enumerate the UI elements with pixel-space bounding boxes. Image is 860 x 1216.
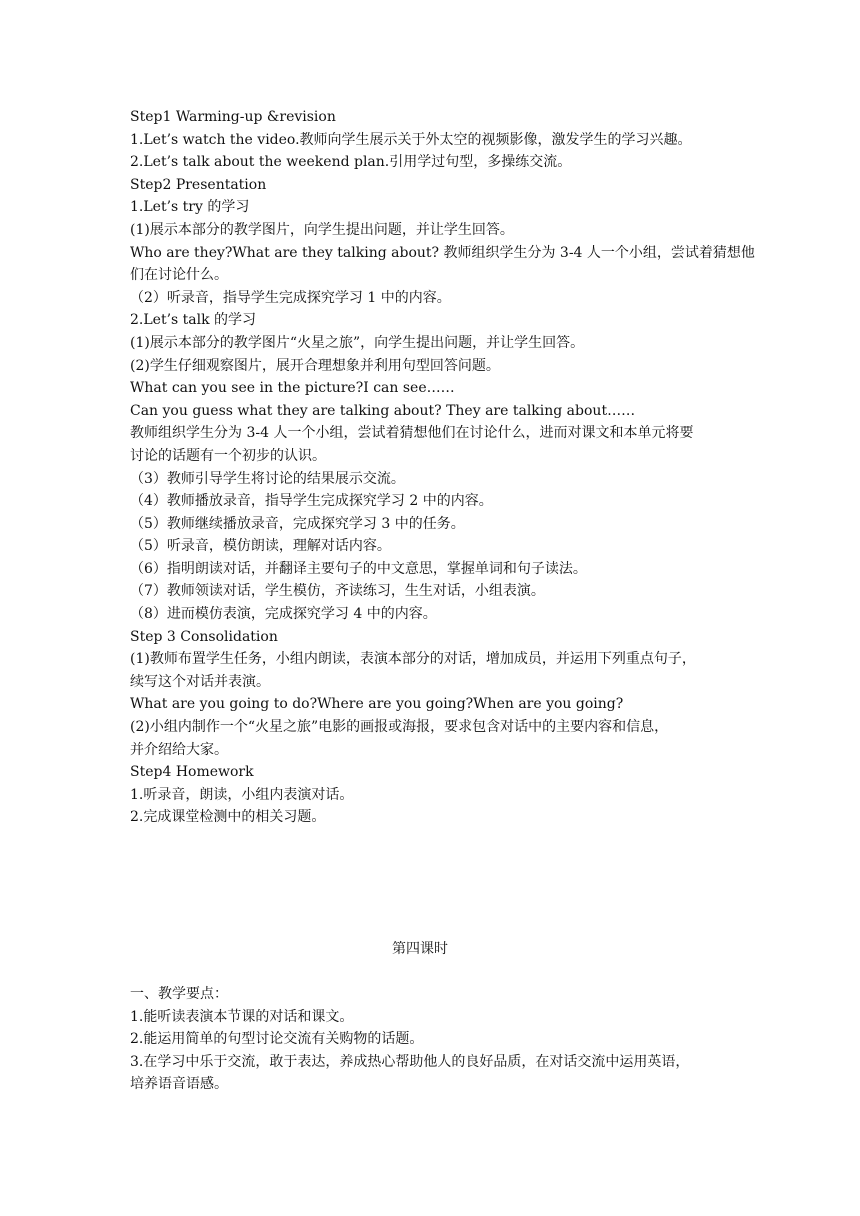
step1-heading: Step1 Warming-up &revision (130, 109, 336, 125)
step3-item-2-line-1: (2)小组内制作一个“火星之旅”电影的画报或海报，要求包含对话中的主要内容和信息， (130, 719, 669, 736)
teaching-points-heading: 一、教学要点： (130, 986, 228, 1002)
lets-try-item-3: （2）听录音，指导学生完成探究学习 1 中的内容。 (130, 289, 451, 306)
lets-talk-item-6: （6）指明朗读对话，并翻译主要句子的中文意思，掌握单词和句子读法。 (130, 560, 587, 577)
lets-talk-item-7: （7）教师领读对话，学生模仿，齐读练习，生生对话，小组表演。 (130, 583, 545, 600)
step1-item-1: 1.Let’s watch the video.教师向学生展示关于外太空的视频影像，激发学生的学习兴趣。 (130, 131, 692, 148)
homework-item-2: 2.完成课堂检测中的相关习题。 (130, 809, 326, 826)
lets-talk-item-5b: （5）听录音，模仿朗读，理解对话内容。 (130, 538, 391, 555)
lets-try-item-2-line-1: Who are they?What are they talking about? 教师组织学生分为 3-4 人一个小组，尝试着猜想他 (130, 244, 755, 261)
lets-try-item-2-line-2: 们在讨论什么。 (130, 267, 228, 284)
step2-heading: Step2 Presentation (130, 176, 267, 193)
lets-talk-item-8: （8）进而模仿表演，完成探究学习 4 中的内容。 (130, 606, 437, 623)
teaching-point-3-line-2: 培养语音语感。 (130, 1076, 228, 1093)
lesson-title: 第四课时 (392, 941, 448, 957)
step3-item-1-line-1: (1)教师布置学生任务，小组内朗读，表演本部分的对话，增加成员，并运用下列重点句子， (130, 651, 696, 668)
step3-item-1-line-2: 续写这个对话并表演。 (130, 673, 270, 690)
teaching-point-3-line-1: 3.在学习中乐于交流，敢于表达，养成热心帮助他人的良好品质，在对话交流中运用英语， (130, 1053, 690, 1070)
lets-try-heading: 1.Let’s try 的学习 (130, 199, 250, 216)
lets-talk-item-4: （4）教师播放录音，指导学生完成探究学习 2 中的内容。 (130, 493, 493, 510)
lesson-plan-body (130, 106, 755, 829)
step4-heading: Step4 Homework (130, 764, 254, 781)
lets-talk-item-3: （3）教师引导学生将讨论的结果展示交流。 (130, 470, 405, 487)
lets-talk-item-1: (1)展示本部分的教学图片“火星之旅”，向学生提出问题，并让学生回答。 (130, 334, 585, 351)
step3-key-sentences: What are you going to do?Where are you going?When are you going? (130, 696, 624, 713)
lets-talk-group-line-2: 讨论的话题有一个初步的认识。 (130, 447, 326, 464)
lets-talk-question-1: What can you see in the picture?I can see…… (130, 380, 455, 397)
lets-talk-heading: 2.Let’s talk 的学习 (130, 312, 257, 329)
step3-item-2-line-2: 并介绍给大家。 (130, 741, 228, 758)
lets-try-item-1: (1)展示本部分的教学图片，向学生提出问题，并让学生回答。 (130, 221, 514, 238)
lets-talk-item-2: (2)学生仔细观察图片，展开合理想象并利用句型回答问题。 (130, 357, 500, 374)
lets-talk-group-line-1: 教师组织学生分为 3-4 人一个小组，尝试着猜想他们在讨论什么，进而对课文和本单元将要 (130, 425, 694, 442)
step3-heading: Step 3 Consolidation (130, 628, 278, 645)
homework-item-1: 1.听录音，朗读，小组内表演对话。 (130, 786, 354, 803)
teaching-point-2: 2.能运用简单的句型讨论交流有关购物的话题。 (130, 1031, 424, 1048)
lesson-points (130, 983, 740, 1096)
lets-talk-item-5a: （5）教师继续播放录音，完成探究学习 3 中的任务。 (130, 515, 465, 532)
lets-talk-question-2: Can you guess what they are talking about? They are talking about…… (130, 402, 636, 419)
step1-item-2: 2.Let’s talk about the weekend plan.引用学过句型，多操练交流。 (130, 154, 572, 171)
teaching-point-1: 1.能听读表演本节课的对话和课文。 (130, 1008, 354, 1025)
